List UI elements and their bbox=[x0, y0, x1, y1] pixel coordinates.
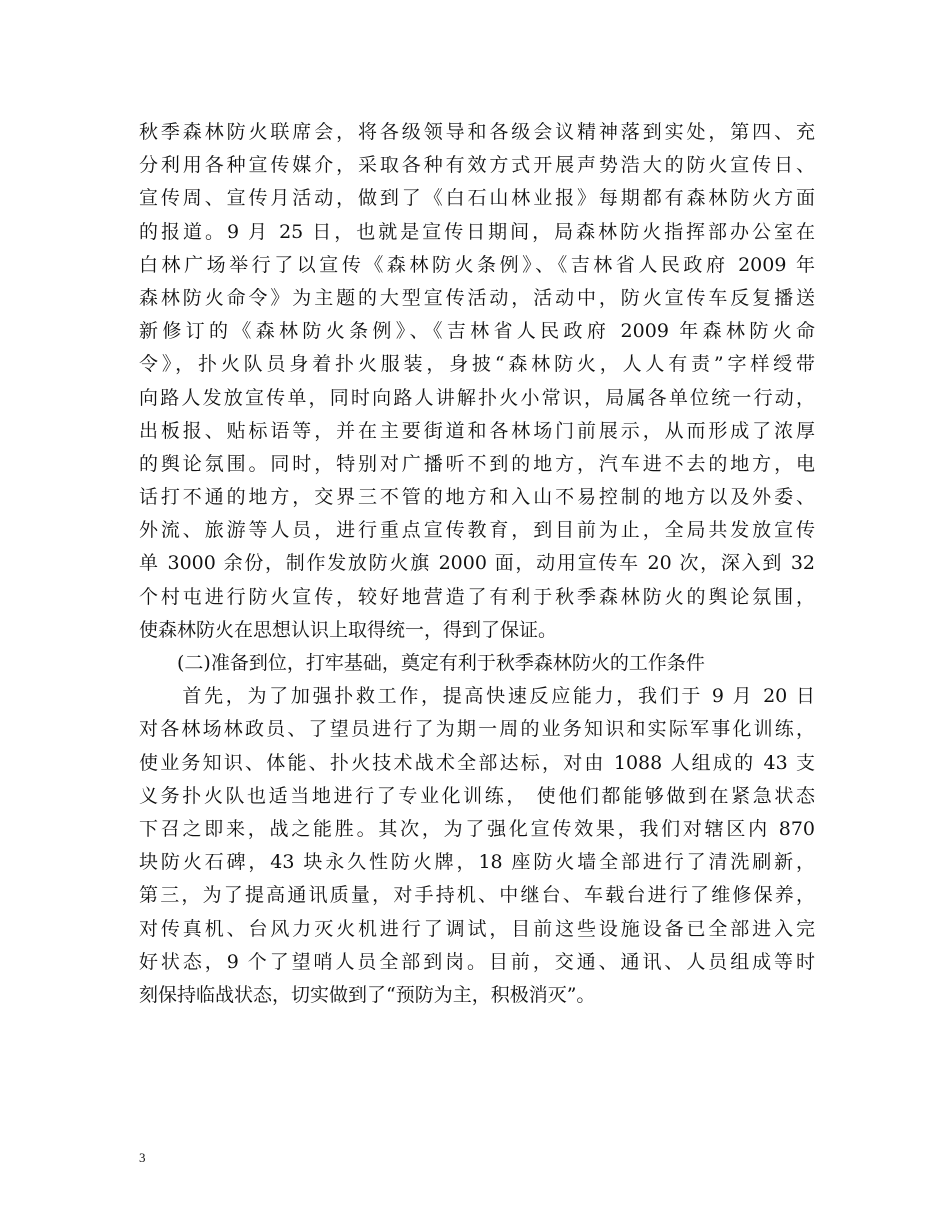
text-line: 对传真机、台风力灭火机进行了调试，目前这些设施设备已全部进入完 bbox=[139, 917, 815, 940]
text-line: 刻保持临战状态，切实做到了“预防为主，积极消灭”。 bbox=[139, 983, 596, 1006]
text-line: 外流、旅游等人员，进行重点宣传教育，到目前为止，全局共发放宣传 bbox=[139, 519, 815, 542]
text-line: 秋季森林防火联席会，将各级领导和各级会议精神落到实处，第四、充 bbox=[139, 121, 815, 143]
text-line: 出板报、贴标语等，并在主要街道和各林场门前展示，从而形成了浓厚 bbox=[139, 419, 815, 442]
text-line: 单 3000 余份，制作发放防火旗 2000 面，动用宣传车 20 次，深入到 32 bbox=[139, 552, 815, 575]
text-line: 宣传周、宣传月活动，做到了《白石山林业报》每期都有森林防火方面 bbox=[139, 187, 815, 210]
text-line: 白林广场举行了以宣传《森林防火条例》、《吉林省人民政府 2009 年 bbox=[139, 253, 815, 276]
text-line: (二)准备到位，打牢基础，奠定有利于秋季森林防火的工作条件 bbox=[139, 652, 705, 674]
text-line: 森林防火命令》为主题的大型宣传活动，活动中，防火宣传车反复播送 bbox=[139, 286, 815, 309]
text-line: 使业务知识、体能、扑火技术战术全部达标，对由 1088 人组成的 43 支 bbox=[139, 751, 815, 774]
text-line: 的舆论氛围。同时，特别对广播听不到的地方，汽车进不去的地方，电 bbox=[139, 452, 815, 475]
text-line: 话打不通的地方，交界三不管的地方和入山不易控制的地方以及外委、 bbox=[139, 486, 815, 509]
text-line: 好状态，9 个了望哨人员全部到岗。目前，交通、通讯、人员组成等时 bbox=[139, 950, 815, 973]
text-line: 下召之即来，战之能胜。其次，为了强化宣传效果，我们对辖区内 870 bbox=[139, 817, 815, 840]
text-line: 第三，为了提高通讯质量，对手持机、中继台、车载台进行了维修保养， bbox=[139, 884, 815, 907]
text-line: 块防火石碑，43 块永久性防火牌，18 座防火墙全部进行了清洗刷新， bbox=[139, 851, 815, 874]
page-number: 3 bbox=[139, 1150, 146, 1165]
text-line: 义务扑火队也适当地进行了专业化训练， 使他们都能够做到在紧急状态 bbox=[139, 784, 815, 807]
text-line: 分利用各种宣传媒介，采取各种有效方式开展声势浩大的防火宣传日、 bbox=[139, 154, 815, 177]
text-line: 个村屯进行防火宣传，较好地营造了有利于秋季森林防火的舆论氛围， bbox=[139, 585, 815, 608]
text-line: 的报道。9 月 25 日，也就是宣传日期间，局森林防火指挥部办公室在 bbox=[139, 220, 815, 243]
text-line: 新修订的《森林防火条例》、《吉林省人民政府 2009 年森林防火命 bbox=[139, 320, 815, 343]
text-line: 对各林场林政员、了望员进行了为期一周的业务知识和实际军事化训练， bbox=[139, 718, 815, 741]
text-line: 使森林防火在思想认识上取得统一，得到了保证。 bbox=[139, 618, 558, 641]
body-text bbox=[139, 116, 815, 1012]
text-line: 向路人发放宣传单，同时向路人讲解扑火小常识，局属各单位统一行动， bbox=[139, 386, 815, 409]
text-line: 令》，扑火队员身着扑火服装，身披“森林防火，人人有责”字样绶带 bbox=[139, 353, 815, 376]
text-line: 首先，为了加强扑救工作，提高快速反应能力，我们于 9 月 20 日 bbox=[139, 685, 815, 708]
